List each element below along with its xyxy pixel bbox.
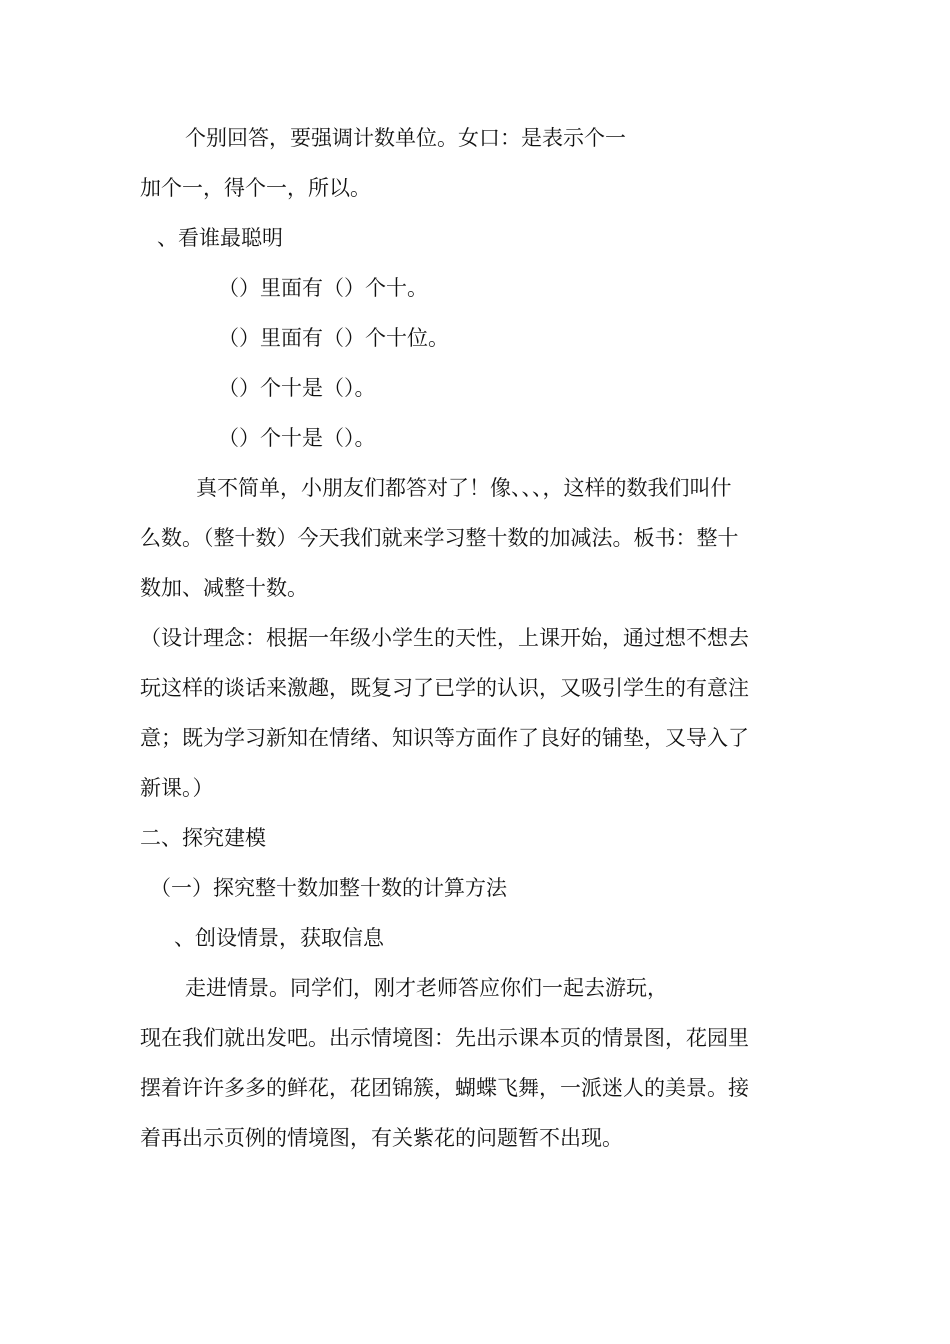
section-heading: 二、探究建模 xyxy=(140,826,266,850)
design-note-line: （设计理念：根据一年级小学生的天性，上课开始，通过想不想去 xyxy=(140,626,749,650)
exercise-line: （）里面有（）个十位。 xyxy=(218,326,449,350)
subsection-heading: 、创设情景，获取信息 xyxy=(174,926,384,950)
design-note-line: 意；既为学习新知在情绪、知识等方面作了良好的铺垫，又导入了 xyxy=(140,726,749,750)
paragraph-line: 摆着许许多多的鲜花，花团锦簇，蝴蝶飞舞，一派迷人的美景。接 xyxy=(140,1076,749,1100)
paragraph-line: 着再出示页例的情境图，有关紫花的问题暂不出现。 xyxy=(140,1126,623,1150)
paragraph-line: 现在我们就出发吧。出示情境图：先出示课本页的情景图，花园里 xyxy=(140,1026,749,1050)
design-note-line: 玩这样的谈话来激趣，既复习了已学的认识，又吸引学生的有意注 xyxy=(140,676,749,700)
exercise-line: （）里面有（）个十。 xyxy=(218,276,428,300)
section-heading: 、看谁最聪明 xyxy=(157,226,283,250)
paragraph-line: 真不简单，小朋友们都答对了！像、、、，这样的数我们叫什 xyxy=(196,476,732,500)
paragraph-line: 数加、减整十数。 xyxy=(140,576,308,600)
exercise-line: （）个十是（）。 xyxy=(218,376,376,400)
exercise-line: （）个十是（）。 xyxy=(218,426,376,450)
design-note-line: 新课。） xyxy=(140,776,214,800)
paragraph-line: 个别回答，要强调计数单位。女口：是表示个一 xyxy=(185,126,626,150)
paragraph-line: 走进情景。同学们，刚才老师答应你们一起去游玩， xyxy=(185,976,668,1000)
subsection-heading: （一）探究整十数加整十数的计算方法 xyxy=(150,876,507,900)
paragraph-line: 加个一，得个一，所以。 xyxy=(140,176,371,200)
paragraph-line: 么数。（整十数）今天我们就来学习整十数的加减法。板书：整十 xyxy=(140,526,739,550)
